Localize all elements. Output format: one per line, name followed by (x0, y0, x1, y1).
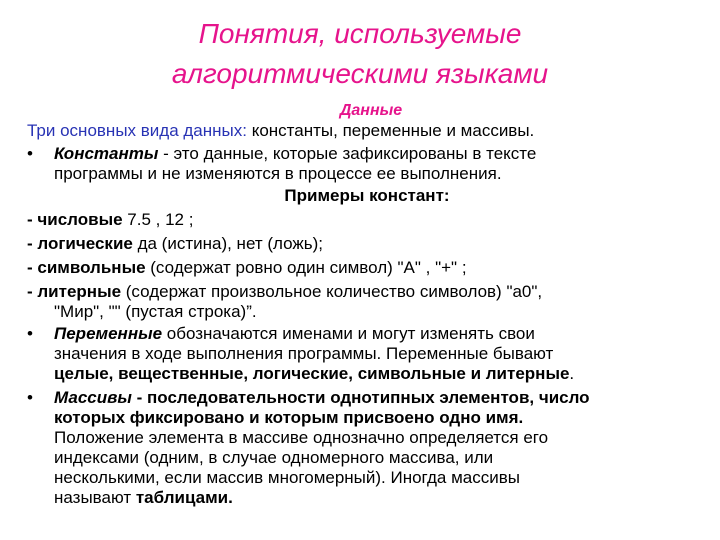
example-text: да (истина), нет (ложь); (132, 234, 323, 253)
arrays-text-5: несколькими, если массив многомерный). Иногда массивы (54, 468, 520, 487)
arrays-text-6: называют (54, 488, 136, 507)
variables-types-end: . (569, 364, 575, 383)
slide-body (27, 101, 707, 508)
arrays-bold-1: - последовательности однотипных элементов, число (131, 388, 590, 407)
arrays-bold-2: которых фиксировано и которым присвоено одно имя. (54, 408, 524, 427)
bullet-arrays (27, 388, 707, 508)
example-literal (27, 282, 707, 322)
arrays-text-4: индексами (одним, в случае одномерного массива, или (54, 448, 494, 467)
bullet-constants (27, 144, 707, 184)
variables-text-1: обозначаются именами и могут изменять свои (162, 324, 535, 343)
term-arrays: Массивы (54, 388, 132, 407)
example-symbolic (27, 258, 707, 278)
bullet-dot: • (27, 144, 33, 163)
bullet-dot: • (27, 324, 33, 343)
intro-lead: Три основных вида данных: (27, 121, 247, 140)
constants-text-2: программы и не изменяются в процессе ее выполнения. (54, 164, 502, 183)
examples-heading: Примеры констант: (284, 186, 450, 205)
example-text: 7.5 , 12 ; (122, 210, 194, 229)
term-constants: Константы (54, 144, 159, 163)
example-text: (содержат ровно один символ) "А" , "+" ; (145, 258, 467, 277)
example-term: - числовые (27, 210, 123, 229)
bullet-variables (27, 324, 707, 384)
intro-rest: константы, переменные и массивы. (246, 121, 535, 140)
example-text-2: "Мир", "" (пустая строка)”. (54, 302, 257, 321)
section-subtitle: Данные (339, 102, 403, 119)
title-line-1: Понятия, используемые (198, 18, 522, 49)
example-numeric (27, 210, 707, 230)
arrays-tables: таблицами. (135, 488, 233, 507)
example-term: - символьные (27, 258, 146, 277)
arrays-text-3: Положение элемента в массиве однозначно определяется его (54, 428, 549, 447)
example-text: (содержат произвольное количество символов) "а0", (121, 282, 543, 301)
bullet-dot: • (27, 388, 33, 407)
example-logical (27, 234, 707, 254)
term-variables: Переменные (54, 324, 163, 343)
variables-types: целые, вещественные, логические, символьные и литерные (54, 364, 570, 383)
variables-text-2: значения в ходе выполнения программы. Переменные бывают (54, 344, 554, 363)
slide-title (0, 14, 720, 94)
intro-paragraph (27, 121, 707, 141)
example-term: - литерные (27, 282, 122, 301)
title-line-2: алгоритмическими языками (171, 58, 549, 89)
example-term: - логические (27, 234, 133, 253)
constants-text-1: - это данные, которые зафиксированы в тексте (158, 144, 537, 163)
